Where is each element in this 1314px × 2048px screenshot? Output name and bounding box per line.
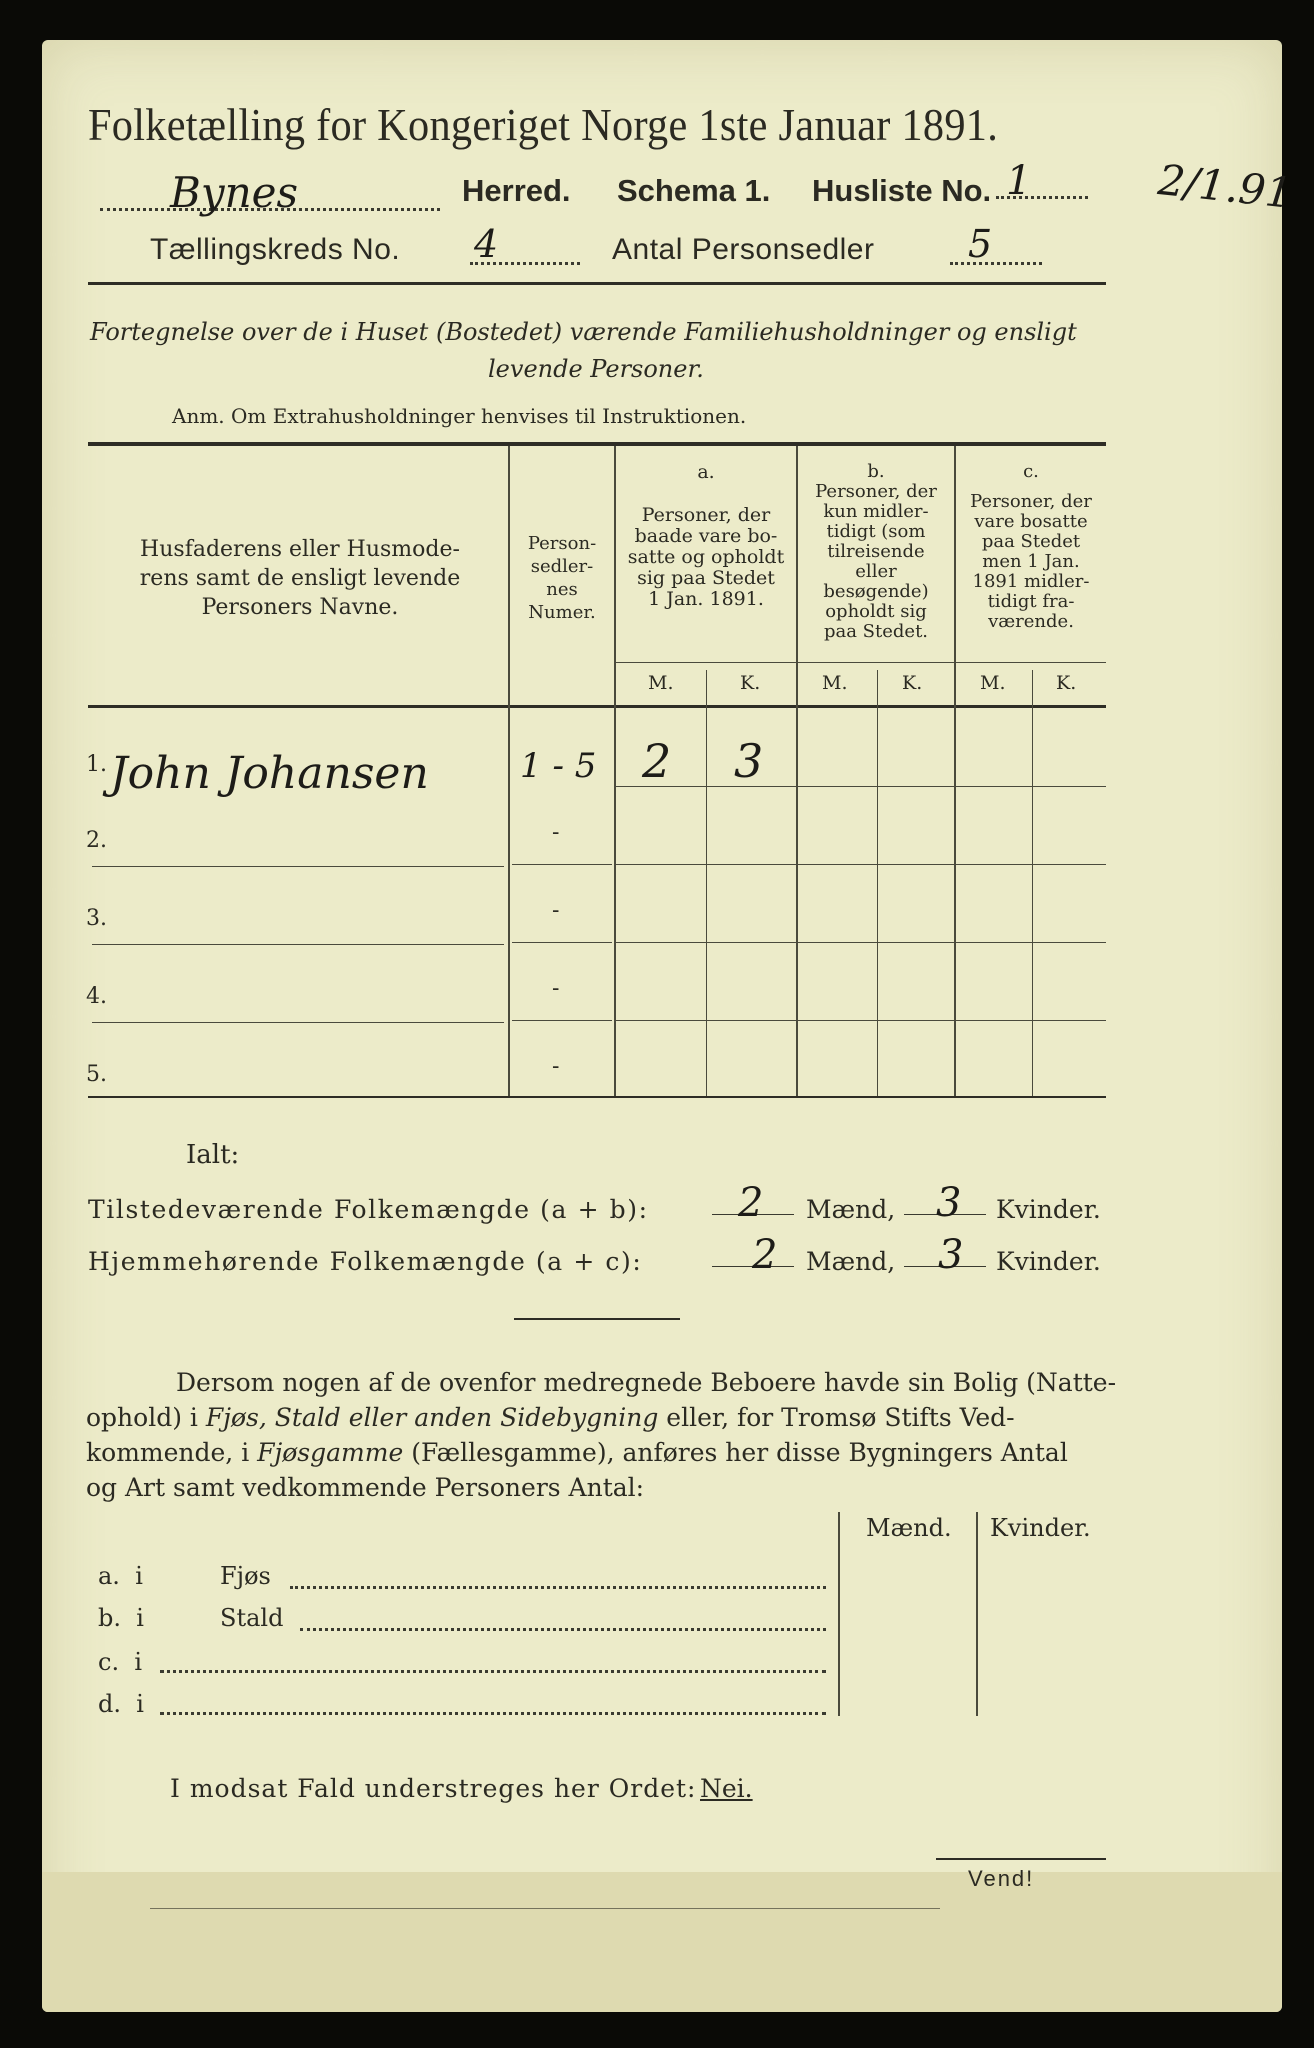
- form-title: Folketælling for Kongeriget Norge 1ste Januar 1891.: [88, 99, 999, 150]
- tilstede-label: Tilstedeværende Folkemængde (a + b):: [88, 1195, 649, 1224]
- col-b-k-label: K.: [902, 672, 923, 694]
- col-header-a: a. Personer, der baade vare bo- satte og opholdt sig paa Stedet 1 Jan. 1891.: [627, 461, 785, 610]
- nei-word: Nei.: [700, 1774, 753, 1803]
- row-number: 2.: [86, 828, 107, 853]
- antal-label: Antal Personsedler: [612, 233, 875, 266]
- sedler-numer: -: [552, 898, 560, 923]
- count-a-m: 2: [642, 734, 672, 788]
- person-name: John Johansen: [110, 748, 429, 799]
- husliste-label: Husliste No.: [812, 173, 992, 208]
- col-c-m-label-visible: M.: [980, 672, 1006, 694]
- ialt-label: Ialt:: [186, 1140, 240, 1170]
- kreds-value: 4: [474, 222, 499, 266]
- sedler-numer: -: [552, 1054, 560, 1079]
- modsat-text: I modsat Fald understreges her Ordet:: [170, 1774, 697, 1803]
- vend-text: Vend!: [968, 1866, 1035, 1891]
- sedler-numer: -: [552, 820, 560, 845]
- herred-label: Herred.: [462, 173, 571, 208]
- vend-rule: [936, 1858, 1106, 1860]
- row-number: 4.: [86, 984, 107, 1009]
- antal-value: 5: [968, 222, 993, 266]
- row-number: 3.: [86, 906, 107, 931]
- col-c-k-label: K.: [1056, 672, 1077, 694]
- row-number: 1.: [86, 752, 107, 777]
- col-header-c: c. Personer, der vare bosatte paa Stedet men 1 Jan. 1891 midler- tidigt fra- værende.: [970, 461, 1092, 632]
- col-a-m-label: M.: [648, 672, 674, 694]
- col-b-m-label: M.: [822, 672, 848, 694]
- building-paragraph: Dersom nogen af de ovenfor medregnede Beboere havde sin Bolig (Natte- ophold) i Fjøs, Stald eller anden Sidebygning eller, for Tromsø Stifts Ved- kommende, i Fjøsgamme (Fællesgamme), anføres her disse Bygningers Antal og Art samt vedkommende Personers Antal:: [86, 1368, 1117, 1502]
- intro-line-1: Fortegnelse over de i Huset (Bostedet) værende Familiehusholdninger og ensligt: [90, 318, 1077, 346]
- maend-label: Mænd,: [806, 1195, 896, 1224]
- tilstede-maend-value: 2: [738, 1180, 764, 1226]
- sedler-numer: -: [552, 976, 560, 1001]
- buildings-kvinder-head: Kvinder.: [990, 1514, 1091, 1542]
- sedler-numer: 1 - 5: [520, 746, 597, 786]
- kvinder-label: Kvinder.: [996, 1247, 1101, 1276]
- row-number: 5.: [86, 1062, 107, 1087]
- header-rule: [88, 282, 1106, 285]
- anm-note: Anm. Om Extrahusholdninger henvises til Instruktionen.: [172, 404, 747, 428]
- husliste-value: 1: [1006, 158, 1032, 204]
- margin-date-note: 2/1.91: [1155, 155, 1295, 218]
- hjemme-kvinder-value: 3: [938, 1232, 964, 1278]
- maend-label: Mænd,: [806, 1247, 896, 1276]
- tilstede-kvinder-value: 3: [936, 1180, 962, 1226]
- bottom-faint-rule: [150, 1908, 940, 1909]
- paper-bottom-strip: [42, 1872, 1282, 2012]
- col-header-numer: Person- sedler- nes Numer.: [527, 533, 597, 623]
- divider: [514, 1318, 680, 1320]
- intro-line-2: levende Personer.: [488, 355, 704, 383]
- hjemme-maend-value: 2: [752, 1232, 778, 1278]
- buildings-maend-head: Mænd.: [866, 1514, 952, 1542]
- kreds-label: Tællingskreds No.: [150, 233, 401, 266]
- herred-value: Bynes: [170, 168, 299, 217]
- col-a-k-label: K.: [740, 672, 761, 694]
- hjemme-label: Hjemmehørende Folkemængde (a + c):: [88, 1247, 643, 1276]
- table-bottom-rule: [88, 1096, 1106, 1098]
- kvinder-label: Kvinder.: [996, 1195, 1101, 1224]
- count-a-k: 3: [734, 734, 764, 788]
- col-header-b: b. Personer, der kun midler- tidigt (som tilreisende eller besøgende) opholdt sig paa Stedet.: [815, 461, 937, 642]
- col-header-names: Husfaderens eller Husmode- rens samt de ensligt levende Personers Navne.: [139, 537, 461, 620]
- schema-label: Schema 1.: [617, 173, 771, 208]
